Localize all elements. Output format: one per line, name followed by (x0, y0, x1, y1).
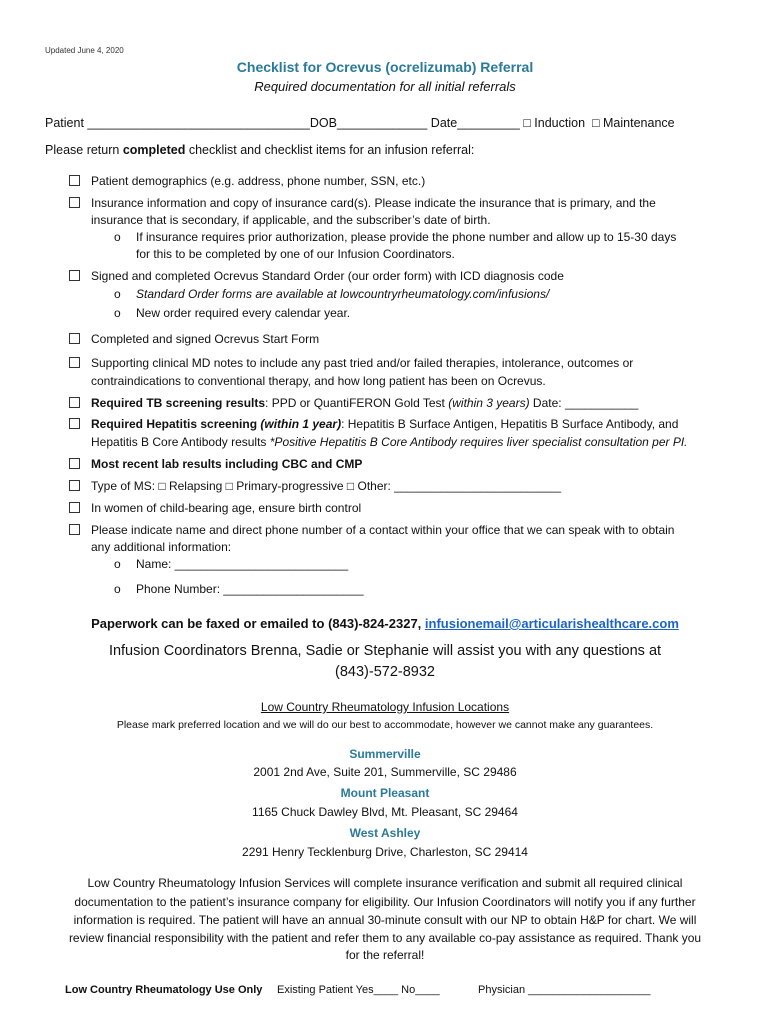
hep-bold-ital: (within 1 year) (260, 417, 342, 431)
return-instructions (45, 143, 474, 157)
checklist-item-tb-screening (91, 394, 638, 412)
checklist-item-standard-order: Signed and completed Ocrevus Standard Order (our order form) with ICD diagnosis code (91, 269, 564, 283)
checklist-item-hepatitis (91, 415, 678, 433)
return-text-bold: completed (122, 143, 186, 157)
existing-patient-field[interactable]: Existing Patient Yes____ No____ (277, 984, 440, 996)
tb-bold: Required TB screening results (91, 396, 266, 410)
bullet-icon: o (114, 582, 121, 596)
empty-checkbox-icon[interactable] (69, 458, 80, 469)
closing-paragraph-line: documentation to the patient’s insurance company for eligibility. Our Infusion Coordinators will notify you if any further (74, 895, 696, 909)
bullet-icon: o (114, 230, 121, 244)
checklist-item-hepatitis-line2 (91, 433, 688, 451)
empty-checkbox-icon[interactable] (69, 197, 80, 208)
location-name[interactable]: Mount Pleasant (340, 786, 430, 800)
paperwork-text: Paperwork can be faxed or emailed to (843)-824-2327, (91, 616, 425, 631)
physician-field[interactable]: Physician ____________________ (478, 984, 651, 996)
paperwork-contact (0, 616, 770, 631)
checklist-item-clinical-notes: Supporting clinical MD notes to include any past tried and/or failed therapies, intolerance, outcomes or (91, 356, 634, 370)
hep-end: : Hepatitis B Surface Antigen, Hepatitis B Surface Antibody, and (341, 417, 679, 431)
tb-ital: (within 3 years) (448, 396, 530, 410)
empty-checkbox-icon[interactable] (69, 397, 80, 408)
date-field[interactable]: _________ (457, 116, 520, 130)
closing-paragraph-line: Low Country Rheumatology Infusion Services will complete insurance verification and submit all required clinical (87, 876, 683, 890)
checklist-item-ms-type[interactable]: Type of MS: □ Relapsing □ Primary-progressive □ Other: _________________________ (91, 479, 562, 493)
page-subtitle: Required documentation for all initial referrals (254, 79, 516, 94)
coordinators-phone: (843)-572-8932 (335, 664, 435, 680)
checklist-item-birth-control: In women of child-bearing age, ensure birth control (91, 501, 362, 515)
email-link[interactable]: infusionemail@articularishealthcare.com (424, 616, 679, 631)
checklist-item-lab-results: Most recent lab results including CBC and CMP (91, 457, 363, 471)
updated-date: Updated June 4, 2020 (45, 46, 124, 55)
patient-info-line (45, 116, 675, 130)
maintenance-checkbox[interactable]: □ Maintenance (592, 116, 675, 130)
checklist-item-start-form: Completed and signed Ocrevus Start Form (91, 332, 320, 346)
patient-label: Patient (45, 116, 88, 130)
dob-label: DOB (309, 116, 337, 130)
empty-checkbox-icon[interactable] (69, 480, 80, 491)
checklist-item-contact: Please indicate name and direct phone number of a contact within your office that we can speak with to obtain (91, 523, 675, 537)
subitem-text: If insurance requires prior authorization, please provide the phone number and allow up to 15-30 days (136, 230, 677, 244)
empty-checkbox-icon[interactable] (69, 502, 80, 513)
location-address: 2291 Henry Tecklenburg Drive, Charleston, SC 29414 (242, 845, 528, 859)
locations-heading: Low Country Rheumatology Infusion Locations (260, 700, 510, 714)
empty-checkbox-icon[interactable] (69, 175, 80, 186)
location-name[interactable]: Summerville (349, 747, 421, 761)
checklist-item-demographics: Patient demographics (e.g. address, phone number, SSN, etc.) (91, 174, 426, 188)
locations-note: Please mark preferred location and we will do our best to accommodate, however we cannot make any guarantees. (116, 719, 654, 731)
subitem-text: New order required every calendar year. (136, 306, 351, 320)
hep-bold: Required Hepatitis screening (91, 417, 261, 431)
return-text-post: checklist and checklist items for an infusion referral: (185, 143, 475, 157)
subitem-text: for this to be completed by one of our Infusion Coordinators. (136, 247, 455, 261)
induction-checkbox[interactable]: □ Induction (523, 116, 586, 130)
empty-checkbox-icon[interactable] (69, 270, 80, 281)
patient-name-field[interactable]: ________________________________ (87, 116, 310, 130)
date-label: Date (427, 116, 458, 130)
checklist-item-insurance: Insurance information and copy of insurance card(s). Please indicate the insurance that is primary, and the (91, 196, 656, 210)
bullet-icon: o (114, 287, 121, 301)
closing-paragraph-line: information is required. The patient will have an annual 30-minute consult with our NP to obtain H&P for chart. We will (73, 913, 697, 927)
dob-field[interactable]: _____________ (336, 116, 428, 130)
bullet-icon: o (114, 557, 121, 571)
hep-l2-pre: Hepatitis B Core Antibody results (91, 435, 270, 449)
empty-checkbox-icon[interactable] (69, 524, 80, 535)
checklist-item-contact-line2: any additional information: (91, 540, 232, 554)
checklist-item-insurance-line2: insurance that is secondary, if applicable, and the subscriber’s date of birth. (91, 213, 491, 227)
return-text-pre: Please return (45, 143, 123, 157)
bullet-icon: o (114, 306, 121, 320)
coordinators-text: Infusion Coordinators Brenna, Sadie or Stephanie will assist you with any questions at (108, 643, 662, 659)
contact-name-field[interactable]: Name: __________________________ (136, 557, 349, 571)
location-name[interactable]: West Ashley (349, 826, 421, 840)
tb-mid: : PPD or QuantiFERON Gold Test (265, 396, 449, 410)
empty-checkbox-icon[interactable] (69, 418, 80, 429)
office-use-label: Low Country Rheumatology Use Only (65, 984, 263, 996)
location-address: 1165 Chuck Dawley Blvd, Mt. Pleasant, SC 29464 (252, 805, 518, 819)
subitem-text: Standard Order forms are available at lowcountryrheumatology.com/infusions/ (136, 287, 550, 301)
empty-checkbox-icon[interactable] (69, 333, 80, 344)
contact-phone-field[interactable]: Phone Number: _____________________ (136, 582, 364, 596)
closing-paragraph-line: review financial responsibility with the patient and refer them to any available co-pay assistance as required. Thank you (68, 931, 702, 945)
tb-date-field[interactable]: Date: ___________ (529, 396, 639, 410)
checklist-item-clinical-notes-line2: contraindications to conventional therapy, and how long patient has been on Ocrevus. (91, 374, 546, 388)
closing-paragraph-line: for the referral! (345, 948, 425, 962)
location-address: 2001 2nd Ave, Suite 201, Summerville, SC 29486 (253, 765, 517, 779)
page-title: Checklist for Ocrevus (ocrelizumab) Referral (236, 59, 534, 75)
hep-l2-ital: *Positive Hepatitis B Core Antibody requires liver specialist consultation per PI. (269, 435, 688, 449)
empty-checkbox-icon[interactable] (69, 357, 80, 368)
